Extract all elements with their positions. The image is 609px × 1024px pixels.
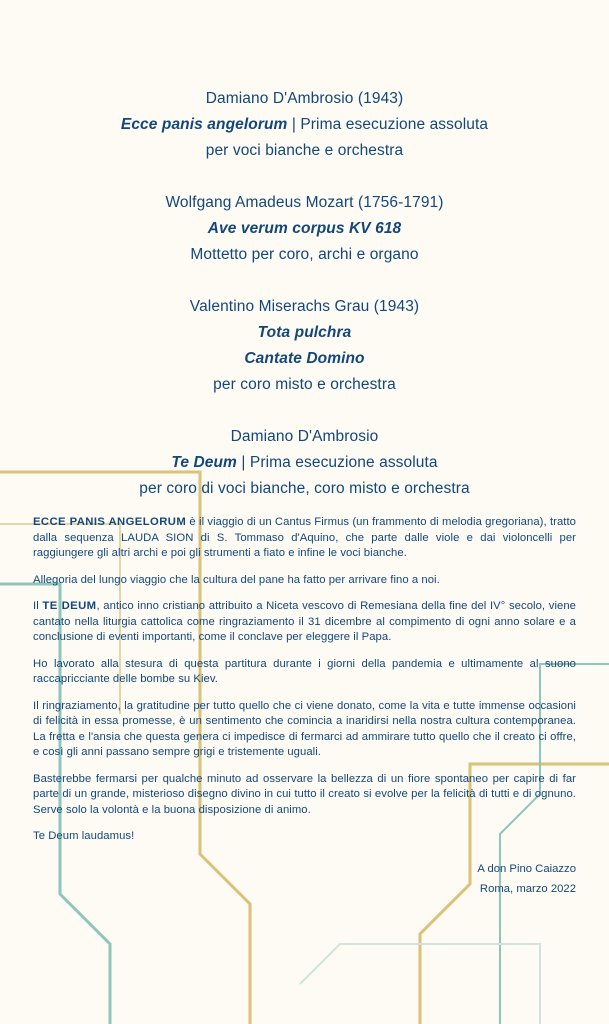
composer-name: Damiano D'Ambrosio (1943) [205,90,404,107]
program-entry [0,424,609,502]
work-detail: per voci bianche e orchestra [205,142,404,159]
signature-block [33,859,576,899]
work-detail: per coro di voci bianche, coro misto e orchestra [139,480,470,497]
work-title-line [0,450,609,476]
work-title: Ave verum corpus KV 618 [207,220,402,237]
note-heading-te-deum: TE DEUM [42,600,97,612]
note-body-3: , antico inno cristiano attribuito a Niceta vescovo di Remesiana della fine del IV° secolo, viene cantato nella liturgia cattolica come ringraziamento il 31 dicembre al compimento di ogni anno solare e a conclusione di eventi importanti, come il conclave per eleggere il Papa. [33,600,577,643]
work-title-secondary: Cantate Domino [244,350,365,367]
note-paragraph-2: Allegoria del lungo viaggio che la cultura del pane ha fatto per arrivare fino a noi. [33,573,440,586]
program-entry [0,294,609,398]
work-title: Te Deum [171,454,237,471]
composer-name: Damiano D'Ambrosio [230,428,379,445]
work-title: Tota pulchra [257,324,352,341]
work-suffix: | Prima esecuzione assoluta [236,454,438,471]
program-entry [0,86,609,164]
composer-name: Wolfgang Amadeus Mozart (1756-1791) [165,194,444,211]
composer-name: Valentino Miserachs Grau (1943) [189,298,420,315]
work-title-line [0,112,609,138]
note-paragraph-5: Il ringraziamento, la gratitudine per tutto quello che ci viene donato, come la vita e tutte immense occasioni di felicità in essa promesse, è un sentimento che comincia a inaridirsi nella nostra cultura contemporanea. La fretta e l'ansia che questa genera ci impedisce di fermarci ad ammirare tutto quello che il creato ci offre, e così gli anni passano sempre grigi e tristemente uguali. [33,699,576,758]
signature-name: A don Pino Caiazzo [477,862,576,875]
note-paragraph-3 [33,599,576,646]
note-paragraph-7: Te Deum laudamus! [33,830,135,842]
note-paragraph-4: Ho lavorato alla stesura di questa partitura durante i giorni della pandemia e ultimamente al suono raccapricciante delle bombe su Kiev. [33,657,576,685]
work-title-line [0,216,609,242]
note-paragraph-1 [33,515,576,562]
note-heading-ecce-panis: ECCE PANIS ANGELORUM [33,516,187,528]
signature-place-date: Roma, marzo 2022 [479,882,576,895]
work-suffix: | Prima esecuzione assoluta [287,116,489,133]
note-paragraph-6: Basterebbe fermarsi per qualche minuto ad osservare la bellezza di un fiore spontaneo per capire di far parte di un grande, misterioso disegno divino in cui tutto il creato si evolve per la felicità di tutti e di ognuno. Serve solo la volontà e la buona disposizione di animo. [33,772,576,816]
note-pre-3: Il [33,600,43,612]
note-body-1: è il viaggio di un Cantus Firmus (un frammento di melodia gregoriana), tratto dalla sequenza LAUDA SION di S. Tommaso d'Aquino, che parte dalle viole e dai violoncelli per raggiungere gli altri archi e poi gli strumenti a fiato e infine le voci bianche. [33,516,576,559]
program-notes [33,515,576,899]
work-title: Ecce panis angelorum [120,116,288,133]
work-detail: Mottetto per coro, archi e organo [190,246,419,263]
work-detail: per coro misto e orchestra [213,376,396,393]
program-entry [0,190,609,268]
